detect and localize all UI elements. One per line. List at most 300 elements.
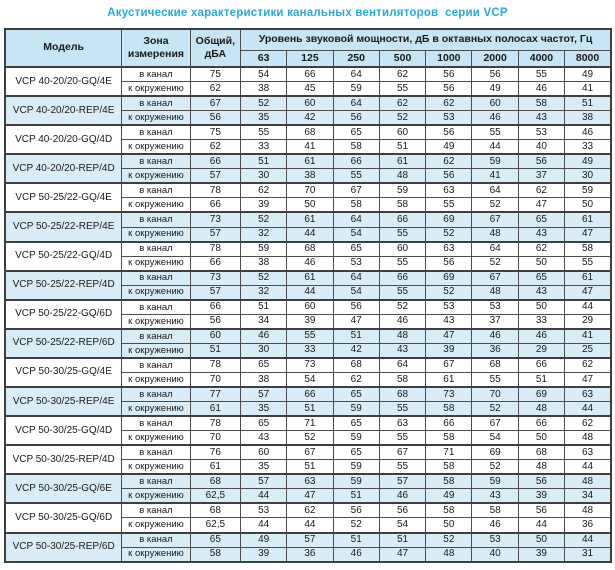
total-dba-cell: 66: [190, 256, 240, 271]
spl-value-cell: 54: [287, 372, 333, 387]
spl-value-cell: 44: [241, 518, 287, 533]
spl-value-cell: 66: [518, 358, 564, 373]
spl-value-cell: 47: [565, 285, 611, 300]
table-body: [5, 67, 611, 562]
spl-value-cell: 65: [333, 125, 379, 140]
spl-value-cell: 37: [472, 314, 518, 329]
spl-value-cell: 52: [241, 212, 287, 227]
measurement-zone-cell: к окружению: [122, 169, 190, 184]
spl-value-cell: 43: [518, 111, 564, 126]
spl-value-cell: 44: [472, 140, 518, 155]
page-title: Акустические характеристики канальных вентиляторов серии VCP: [107, 7, 508, 19]
column-header-zone: Зона измерения: [122, 29, 190, 67]
spl-value-cell: 68: [287, 125, 333, 140]
spl-value-cell: 39: [287, 314, 333, 329]
spl-value-cell: 38: [241, 372, 287, 387]
spl-value-cell: 48: [565, 474, 611, 489]
measurement-zone-cell: к окружению: [122, 372, 190, 387]
spl-value-cell: 63: [565, 445, 611, 460]
spl-value-cell: 50: [518, 431, 564, 446]
spl-value-cell: 58: [333, 140, 379, 155]
spl-value-cell: 43: [241, 431, 287, 446]
spl-value-cell: 46: [472, 329, 518, 344]
spl-value-cell: 67: [426, 358, 472, 373]
table-row: [5, 416, 611, 431]
spl-value-cell: 46: [333, 547, 379, 562]
spl-value-cell: 47: [518, 198, 564, 213]
table-row: [5, 387, 611, 402]
spl-value-cell: 49: [426, 489, 472, 504]
total-dba-cell: 56: [190, 314, 240, 329]
spl-value-cell: 66: [426, 416, 472, 431]
spl-value-cell: 34: [241, 314, 287, 329]
spl-value-cell: 56: [426, 125, 472, 140]
spl-value-cell: 49: [565, 67, 611, 82]
model-cell: VCP 50-30/25-GQ/6E: [5, 474, 122, 503]
spl-value-cell: 46: [472, 111, 518, 126]
spl-value-cell: 64: [472, 183, 518, 198]
total-dba-cell: 75: [190, 67, 240, 82]
spl-value-cell: 43: [426, 314, 472, 329]
spl-value-cell: 53: [333, 256, 379, 271]
measurement-zone-cell: к окружению: [122, 460, 190, 475]
total-dba-cell: 76: [190, 445, 240, 460]
spl-value-cell: 65: [333, 242, 379, 257]
spl-value-cell: 59: [333, 82, 379, 97]
model-cell: VCP 40-20/20-REP/4D: [5, 154, 122, 183]
spl-value-cell: 69: [518, 387, 564, 402]
spl-value-cell: 50: [426, 518, 472, 533]
measurement-zone-cell: в канал: [122, 154, 190, 169]
spl-value-cell: 52: [241, 271, 287, 286]
spl-value-cell: 59: [379, 183, 425, 198]
total-dba-cell: 62: [190, 140, 240, 155]
model-cell: VCP 50-25/22-REP/6D: [5, 329, 122, 358]
spl-value-cell: 60: [287, 96, 333, 111]
total-dba-cell: 66: [190, 300, 240, 315]
spl-value-cell: 39: [241, 198, 287, 213]
total-dba-cell: 65: [190, 533, 240, 548]
total-dba-cell: 68: [190, 474, 240, 489]
spl-value-cell: 40: [518, 140, 564, 155]
spl-value-cell: 47: [333, 314, 379, 329]
column-header-model: Модель: [5, 29, 122, 67]
spl-value-cell: 48: [565, 503, 611, 518]
total-dba-cell: 77: [190, 387, 240, 402]
total-dba-cell: 66: [190, 154, 240, 169]
total-dba-cell: 57: [190, 285, 240, 300]
spl-value-cell: 52: [472, 460, 518, 475]
spl-value-cell: 69: [426, 271, 472, 286]
spl-value-cell: 44: [565, 533, 611, 548]
spl-value-cell: 51: [333, 489, 379, 504]
spl-value-cell: 51: [379, 140, 425, 155]
column-header-spl: Уровень звуковой мощности, дБ в октавных полосах частот, Гц: [241, 29, 612, 51]
spl-value-cell: 67: [287, 445, 333, 460]
spl-value-cell: 62: [287, 503, 333, 518]
spl-value-cell: 41: [565, 82, 611, 97]
spl-value-cell: 38: [241, 256, 287, 271]
spl-value-cell: 53: [241, 503, 287, 518]
spl-value-cell: 60: [287, 300, 333, 315]
spl-value-cell: 59: [333, 402, 379, 417]
spl-value-cell: 68: [518, 445, 564, 460]
model-cell: VCP 50-30/25-REP/4E: [5, 387, 122, 416]
spl-value-cell: 65: [518, 212, 564, 227]
spl-value-cell: 57: [241, 474, 287, 489]
spl-value-cell: 35: [241, 111, 287, 126]
spl-value-cell: 66: [518, 416, 564, 431]
spl-value-cell: 50: [518, 300, 564, 315]
spl-value-cell: 62: [565, 416, 611, 431]
total-dba-cell: 78: [190, 358, 240, 373]
spl-value-cell: 63: [379, 416, 425, 431]
spl-value-cell: 62: [379, 96, 425, 111]
spl-value-cell: 56: [333, 111, 379, 126]
spl-value-cell: 66: [379, 212, 425, 227]
spl-value-cell: 49: [472, 82, 518, 97]
spl-value-cell: 62: [426, 96, 472, 111]
spl-value-cell: 51: [241, 154, 287, 169]
spl-value-cell: 52: [426, 285, 472, 300]
column-header-frequency: 1000: [426, 51, 472, 68]
spl-value-cell: 62: [333, 372, 379, 387]
spl-value-cell: 55: [333, 169, 379, 184]
spl-value-cell: 49: [565, 154, 611, 169]
spl-value-cell: 64: [379, 358, 425, 373]
spl-value-cell: 56: [333, 300, 379, 315]
spl-value-cell: 43: [518, 285, 564, 300]
spl-value-cell: 64: [333, 67, 379, 82]
spl-value-cell: 62: [241, 183, 287, 198]
spl-value-cell: 32: [241, 285, 287, 300]
column-header-frequency: 4000: [518, 51, 564, 68]
model-cell: VCP 40-20/20-GQ/4E: [5, 67, 122, 96]
spl-value-cell: 55: [379, 285, 425, 300]
spl-value-cell: 58: [426, 431, 472, 446]
spl-value-cell: 55: [379, 460, 425, 475]
table-row: [5, 445, 611, 460]
spl-value-cell: 59: [333, 460, 379, 475]
column-header-frequency: 2000: [472, 51, 518, 68]
spl-value-cell: 59: [241, 242, 287, 257]
measurement-zone-cell: в канал: [122, 503, 190, 518]
spl-value-cell: 58: [426, 474, 472, 489]
spl-value-cell: 40: [472, 547, 518, 562]
spl-value-cell: 58: [565, 242, 611, 257]
column-header-frequency: 500: [379, 51, 425, 68]
spl-value-cell: 55: [472, 125, 518, 140]
total-dba-cell: 60: [190, 329, 240, 344]
spl-value-cell: 57: [241, 387, 287, 402]
spl-value-cell: 51: [333, 533, 379, 548]
measurement-zone-cell: к окружению: [122, 140, 190, 155]
spl-value-cell: 33: [287, 343, 333, 358]
acoustic-characteristics-table: [4, 28, 612, 563]
spl-value-cell: 70: [287, 183, 333, 198]
total-dba-cell: 57: [190, 227, 240, 242]
table-row: [5, 533, 611, 548]
spl-value-cell: 46: [565, 125, 611, 140]
spl-value-cell: 52: [379, 111, 425, 126]
spl-value-cell: 66: [379, 271, 425, 286]
spl-value-cell: 46: [518, 329, 564, 344]
measurement-zone-cell: к окружению: [122, 227, 190, 242]
spl-value-cell: 64: [333, 96, 379, 111]
table-row: [5, 358, 611, 373]
table-row: [5, 183, 611, 198]
spl-value-cell: 58: [518, 96, 564, 111]
spl-value-cell: 54: [333, 285, 379, 300]
spl-value-cell: 65: [333, 416, 379, 431]
table-row: [5, 329, 611, 344]
spl-value-cell: 64: [333, 212, 379, 227]
spl-value-cell: 53: [426, 300, 472, 315]
spl-value-cell: 68: [287, 242, 333, 257]
spl-value-cell: 60: [472, 96, 518, 111]
measurement-zone-cell: в канал: [122, 183, 190, 198]
spl-value-cell: 52: [472, 256, 518, 271]
spl-value-cell: 39: [518, 547, 564, 562]
measurement-zone-cell: в канал: [122, 416, 190, 431]
model-cell: VCP 40-20/20-REP/4E: [5, 96, 122, 125]
total-dba-cell: 57: [190, 169, 240, 184]
spl-value-cell: 62: [518, 183, 564, 198]
table-row: [5, 154, 611, 169]
spl-value-cell: 59: [333, 431, 379, 446]
spl-value-cell: 58: [333, 198, 379, 213]
spl-value-cell: 55: [565, 256, 611, 271]
spl-value-cell: 67: [379, 445, 425, 460]
spl-value-cell: 63: [426, 183, 472, 198]
spl-value-cell: 42: [287, 111, 333, 126]
spl-value-cell: 42: [333, 343, 379, 358]
spl-value-cell: 44: [241, 489, 287, 504]
measurement-zone-cell: в канал: [122, 125, 190, 140]
table-row: [5, 474, 611, 489]
spl-value-cell: 41: [565, 329, 611, 344]
total-dba-cell: 73: [190, 271, 240, 286]
spl-value-cell: 46: [518, 82, 564, 97]
measurement-zone-cell: к окружению: [122, 547, 190, 562]
measurement-zone-cell: в канал: [122, 242, 190, 257]
spl-value-cell: 41: [472, 169, 518, 184]
spl-value-cell: 47: [565, 227, 611, 242]
spl-value-cell: 58: [426, 402, 472, 417]
measurement-zone-cell: к окружению: [122, 518, 190, 533]
table-row: [5, 271, 611, 286]
spl-value-cell: 64: [333, 271, 379, 286]
spl-value-cell: 61: [426, 372, 472, 387]
spl-value-cell: 52: [426, 533, 472, 548]
table-row: [5, 503, 611, 518]
spl-value-cell: 56: [333, 503, 379, 518]
spl-value-cell: 55: [241, 125, 287, 140]
spl-value-cell: 44: [287, 227, 333, 242]
spl-value-cell: 36: [472, 343, 518, 358]
measurement-zone-cell: к окружению: [122, 431, 190, 446]
spl-value-cell: 46: [379, 489, 425, 504]
total-dba-cell: 78: [190, 242, 240, 257]
spl-value-cell: 52: [379, 300, 425, 315]
measurement-zone-cell: в канал: [122, 358, 190, 373]
spl-value-cell: 56: [518, 474, 564, 489]
spl-value-cell: 48: [518, 402, 564, 417]
measurement-zone-cell: в канал: [122, 212, 190, 227]
measurement-zone-cell: к окружению: [122, 489, 190, 504]
spl-value-cell: 48: [472, 285, 518, 300]
spl-value-cell: 62: [565, 358, 611, 373]
spl-value-cell: 31: [565, 547, 611, 562]
spl-value-cell: 52: [333, 518, 379, 533]
spl-value-cell: 60: [241, 445, 287, 460]
header-row-top: [5, 29, 611, 51]
total-dba-cell: 62,5: [190, 518, 240, 533]
column-header-frequency: 8000: [565, 51, 611, 68]
spl-value-cell: 53: [472, 533, 518, 548]
measurement-zone-cell: в канал: [122, 67, 190, 82]
spl-value-cell: 73: [287, 358, 333, 373]
spl-value-cell: 48: [565, 431, 611, 446]
total-dba-cell: 78: [190, 416, 240, 431]
spl-value-cell: 67: [472, 271, 518, 286]
spl-value-cell: 52: [472, 402, 518, 417]
spl-value-cell: 56: [426, 82, 472, 97]
spl-value-cell: 46: [287, 256, 333, 271]
spl-value-cell: 63: [287, 474, 333, 489]
spl-value-cell: 29: [565, 314, 611, 329]
spl-value-cell: 67: [472, 212, 518, 227]
spl-value-cell: 67: [333, 183, 379, 198]
spl-value-cell: 56: [426, 256, 472, 271]
spl-value-cell: 43: [379, 343, 425, 358]
spl-value-cell: 38: [241, 82, 287, 97]
table-row: [5, 96, 611, 111]
spl-value-cell: 53: [426, 111, 472, 126]
spl-value-cell: 65: [241, 358, 287, 373]
spl-value-cell: 34: [565, 489, 611, 504]
total-dba-cell: 62: [190, 82, 240, 97]
spl-value-cell: 52: [287, 431, 333, 446]
spl-value-cell: 59: [472, 154, 518, 169]
spl-value-cell: 33: [565, 140, 611, 155]
total-dba-cell: 78: [190, 183, 240, 198]
spl-value-cell: 59: [333, 474, 379, 489]
spl-value-cell: 68: [333, 358, 379, 373]
table-row: [5, 300, 611, 315]
spl-value-cell: 47: [565, 372, 611, 387]
spl-value-cell: 33: [241, 140, 287, 155]
spl-value-cell: 48: [379, 169, 425, 184]
spl-value-cell: 61: [287, 212, 333, 227]
spl-value-cell: 33: [518, 314, 564, 329]
model-cell: VCP 40-20/20-GQ/4D: [5, 125, 122, 154]
measurement-zone-cell: к окружению: [122, 82, 190, 97]
total-dba-cell: 75: [190, 125, 240, 140]
spl-value-cell: 61: [287, 271, 333, 286]
spl-value-cell: 71: [426, 445, 472, 460]
measurement-zone-cell: в канал: [122, 445, 190, 460]
spl-value-cell: 39: [426, 343, 472, 358]
spl-value-cell: 48: [426, 547, 472, 562]
total-dba-cell: 62,5: [190, 489, 240, 504]
spl-value-cell: 62: [379, 67, 425, 82]
total-dba-cell: 61: [190, 460, 240, 475]
spl-value-cell: 43: [472, 489, 518, 504]
model-cell: VCP 50-30/25-REP/4D: [5, 445, 122, 474]
spl-value-cell: 36: [565, 518, 611, 533]
column-header-total: Общий, дБА: [190, 29, 240, 67]
spl-value-cell: 55: [426, 198, 472, 213]
model-cell: VCP 50-25/22-REP/4D: [5, 271, 122, 300]
spl-value-cell: 59: [472, 474, 518, 489]
column-header-frequency: 125: [287, 51, 333, 68]
spl-value-cell: 55: [287, 329, 333, 344]
spl-value-cell: 61: [287, 154, 333, 169]
spl-value-cell: 58: [379, 372, 425, 387]
spl-value-cell: 46: [379, 314, 425, 329]
measurement-zone-cell: к окружению: [122, 198, 190, 213]
total-dba-cell: 67: [190, 96, 240, 111]
spl-value-cell: 44: [565, 402, 611, 417]
spl-value-cell: 44: [287, 518, 333, 533]
spl-value-cell: 55: [379, 402, 425, 417]
spl-value-cell: 47: [426, 329, 472, 344]
spl-value-cell: 32: [241, 227, 287, 242]
measurement-zone-cell: в канал: [122, 96, 190, 111]
spl-value-cell: 48: [518, 460, 564, 475]
spl-value-cell: 43: [518, 227, 564, 242]
spl-value-cell: 55: [379, 82, 425, 97]
measurement-zone-cell: к окружению: [122, 402, 190, 417]
measurement-zone-cell: в канал: [122, 533, 190, 548]
spl-value-cell: 58: [379, 198, 425, 213]
measurement-zone-cell: к окружению: [122, 314, 190, 329]
model-cell: VCP 50-25/22-GQ/6D: [5, 300, 122, 329]
total-dba-cell: 58: [190, 547, 240, 562]
spl-value-cell: 65: [241, 416, 287, 431]
spl-value-cell: 62: [518, 242, 564, 257]
spl-value-cell: 56: [426, 67, 472, 82]
spl-value-cell: 36: [287, 547, 333, 562]
measurement-zone-cell: к окружению: [122, 343, 190, 358]
spl-value-cell: 57: [379, 474, 425, 489]
spl-value-cell: 56: [426, 169, 472, 184]
measurement-zone-cell: к окружению: [122, 111, 190, 126]
spl-value-cell: 30: [565, 169, 611, 184]
spl-value-cell: 54: [472, 431, 518, 446]
spl-value-cell: 53: [518, 125, 564, 140]
spl-value-cell: 66: [287, 387, 333, 402]
measurement-zone-cell: в канал: [122, 271, 190, 286]
spl-value-cell: 61: [379, 154, 425, 169]
spl-value-cell: 51: [333, 329, 379, 344]
spl-value-cell: 61: [565, 271, 611, 286]
model-cell: VCP 50-30/25-GQ/6D: [5, 503, 122, 532]
total-dba-cell: 73: [190, 212, 240, 227]
spl-value-cell: 62: [426, 154, 472, 169]
table-row: [5, 125, 611, 140]
column-header-frequency: 250: [333, 51, 379, 68]
measurement-zone-cell: к окружению: [122, 285, 190, 300]
spl-value-cell: 54: [333, 227, 379, 242]
spl-value-cell: 68: [472, 358, 518, 373]
spl-value-cell: 68: [379, 387, 425, 402]
spl-value-cell: 50: [518, 533, 564, 548]
total-dba-cell: 70: [190, 431, 240, 446]
spl-value-cell: 65: [333, 445, 379, 460]
spl-value-cell: 65: [518, 271, 564, 286]
